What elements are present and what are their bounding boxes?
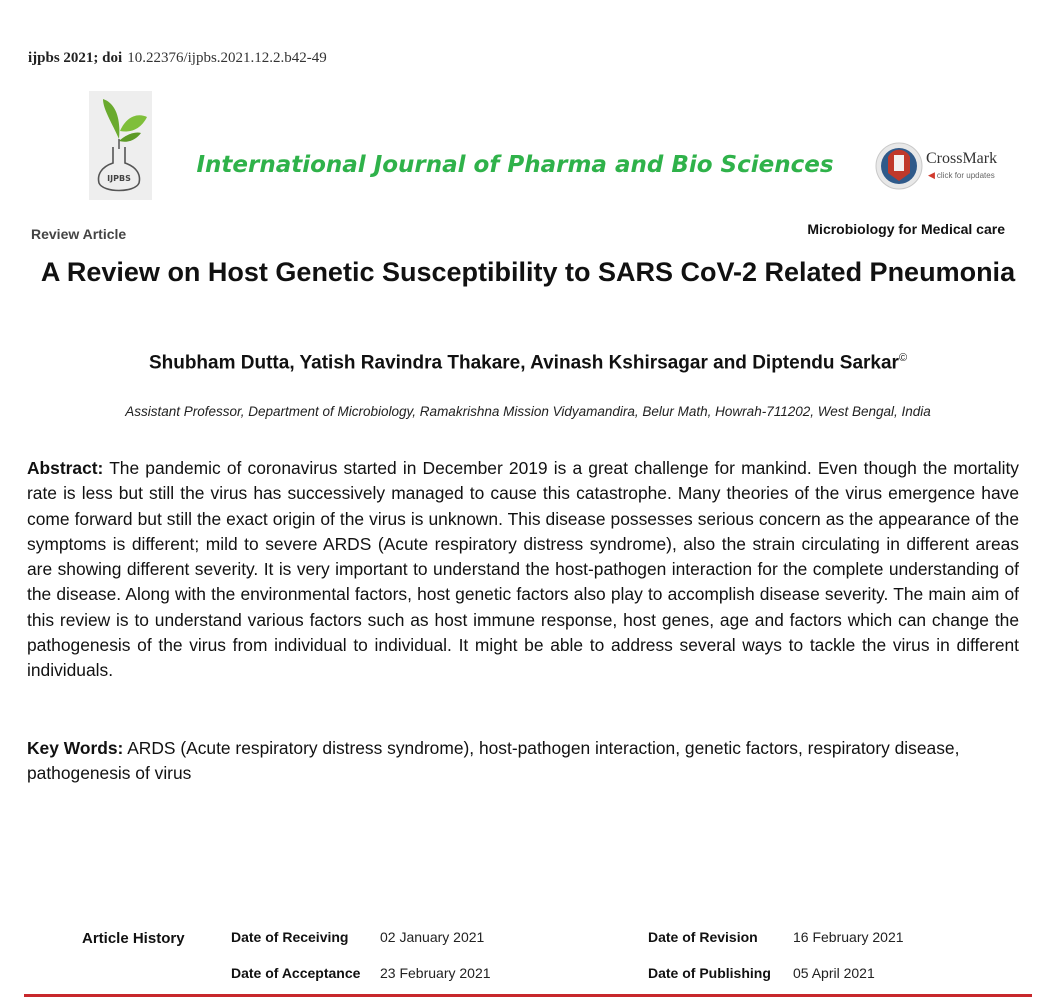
keywords-text: ARDS (Acute respiratory distress syndrome), host-pathogen interaction, genetic factors, respiratory disease, pathogenesis of virus — [27, 738, 960, 784]
receiving-date: 02 January 2021 — [380, 929, 485, 945]
author-list — [40, 352, 1016, 374]
copyright-mark: © — [898, 352, 908, 364]
arrow-left-icon: ◀ — [928, 170, 935, 180]
crossmark-subtitle — [928, 170, 995, 181]
publishing-date: 05 April 2021 — [793, 965, 875, 981]
citation-journal-year: ijpbs 2021; doi — [28, 50, 123, 66]
affiliation: Assistant Professor, Department of Microbiology, Ramakrishna Mission Vidyamandira, Belur Math, Howrah-711202, West Bengal, India — [125, 404, 931, 419]
citation-line — [28, 50, 327, 67]
abstract-text: The pandemic of coronavirus started in December 2019 is a great challenge for mankind. Even though the mortality rate is less but still the virus has successively managed to cause this catastrophe. Many theories of the virus emergence have come forward but still the exact origin of the virus is unknown. This disease possesses serious concern as the appearance of the symptoms is different; mild to severe ARDS (Acute respiratory distress syndrome), also the strain circulating in different areas are showing different severity. It is very important to understand the host-pathogen interaction for the complete understanding of the disease. Along with the environmental factors, host genetic factors also play to accomplish disease severity. The main aim of this review is to understand various factors such as host immune response, host genes, age and factors which can change the pathogenesis of the virus from individual to individual. It might be able to address several ways to tackle the virus in different individuals. — [27, 458, 1019, 681]
doi-link[interactable]: 10.22376/ijpbs.2021.12.2.b42-49 — [127, 50, 327, 66]
article-history-label: Article History — [82, 930, 185, 947]
acceptance-label: Date of Acceptance — [231, 965, 361, 981]
article-title: A Review on Host Genetic Susceptibility to SARS CoV-2 Related Pneumonia — [40, 257, 1016, 287]
acceptance-date: 23 February 2021 — [380, 965, 491, 981]
publishing-label: Date of Publishing — [648, 965, 771, 981]
revision-label: Date of Revision — [648, 929, 758, 945]
crossmark-subtitle-text: click for updates — [936, 171, 995, 180]
authors-text: Shubham Dutta, Yatish Ravindra Thakare, Avinash Kshirsagar and Diptendu Sarkar — [148, 352, 899, 374]
crossmark-title: CrossMark — [926, 150, 998, 167]
article-type: Review Article — [31, 226, 127, 242]
receiving-label: Date of Receiving — [231, 929, 349, 945]
journal-name: International Journal of Pharma and Bio Sciences — [196, 152, 834, 178]
abstract-label: Abstract: — [27, 458, 104, 478]
article-field: Microbiology for Medical care — [807, 221, 1005, 237]
abstract-paragraph — [27, 456, 1019, 684]
crossmark-icon — [874, 141, 924, 191]
footer-divider — [24, 994, 1032, 997]
revision-date: 16 February 2021 — [793, 929, 904, 945]
svg-text:IJPBS: IJPBS — [107, 174, 131, 183]
keywords-label: Key Words: — [27, 738, 124, 758]
leaf-flask-icon — [89, 91, 152, 200]
keywords-paragraph — [27, 736, 1019, 787]
journal-logo — [89, 91, 152, 200]
crossmark-badge[interactable] — [874, 141, 1014, 191]
